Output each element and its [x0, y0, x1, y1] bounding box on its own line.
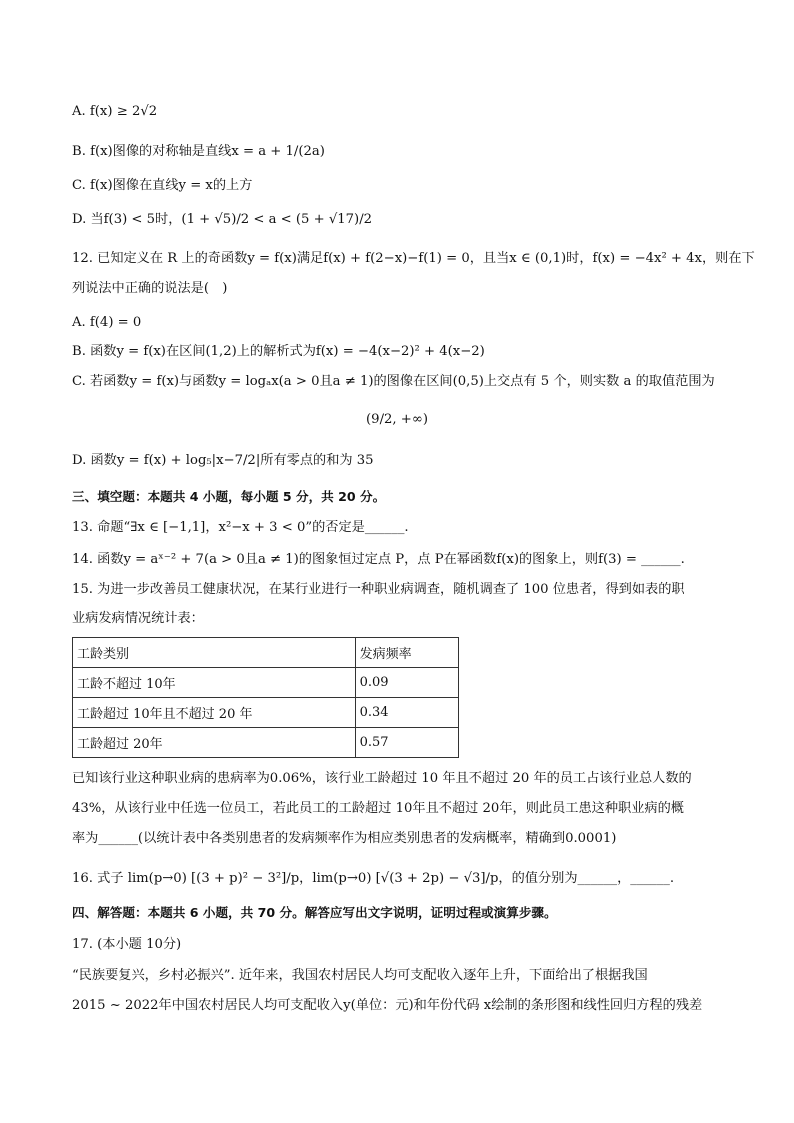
option-12d: D. 函数y = f(x) + log₅|x−7/2|所有零点的和为 35: [72, 453, 374, 468]
question-12-line2: 列说法中正确的说法是( ): [72, 281, 228, 296]
question-17-line1: “民族要复兴，乡村必振兴”. 近年来，我国农村居民人均可支配收入逐年上升，下面给出了根据我国: [72, 968, 648, 983]
option-12c: C. 若函数y = f(x)与函数y = logₐx(a > 0且a ≠ 1)的图像在区间(0,5)上交点有 5 个，则实数 a 的取值范围为: [72, 374, 715, 389]
table-header-row: [73, 638, 459, 668]
table-row: [73, 668, 459, 698]
table-cell: 0.34: [355, 698, 458, 728]
question-15-line1: 15. 为进一步改善员工健康状况，在某行业进行一种职业病调查，随机调查了 100 位患者，得到如表的职: [72, 582, 685, 597]
option-11a: A. f(x) ≥ 2√2: [72, 104, 158, 119]
question-15-after2: 43%，从该行业中任选一位员工，若此员工的工龄超过 10年且不超过 20年，则此员工患这种职业病的概: [72, 801, 684, 816]
section-4-heading: 四、解答题：本题共 6 小题，共 70 分。解答应写出文字说明，证明过程或演算步骤。: [72, 905, 557, 920]
question-14: 14. 函数y = aˣ⁻² + 7(a > 0且a ≠ 1)的图象恒过定点 P，点 P在幂函数f(x)的图象上，则f(3) = ______.: [72, 552, 685, 567]
option-11d: D. 当f(3) < 5时，(1 + √5)/2 < a < (5 + √17)/2: [72, 212, 373, 227]
question-16: 16. 式子 lim(p→0) [(3 + p)² − 3²]/p，lim(p→0) [√(3 + 2p) − √3]/p，的值分别为______，______.: [72, 871, 675, 886]
question-17-line2: 2015 ~ 2022年中国农村居民人均可支配收入y(单位：元)和年份代码 x绘制的条形图和线性回归方程的残差: [72, 998, 703, 1013]
option-11b: B. f(x)图像的对称轴是直线x = a + 1/(2a): [72, 144, 325, 159]
question-13: 13. 命题“∃x ∈ [−1,1]，x²−x + 3 < 0”的否定是______.: [72, 520, 409, 535]
table-cell: 0.09: [355, 668, 458, 698]
question-15-after3: 率为______(以统计表中各类别患者的发病频率作为相应类别患者的发病概率，精确到0.0001): [72, 831, 617, 846]
question-15-line2: 业病发病情况统计表：: [72, 611, 204, 626]
table-cell: 工龄超过 10年且不超过 20 年: [73, 698, 356, 728]
question-12-line1: 12. 已知定义在 R 上的奇函数y = f(x)满足f(x) + f(2−x)−f(1) = 0，且当x ∈ (0,1)时，f(x) = −4x² + 4x，则在下: [72, 251, 755, 266]
option-12c-range: (9/2, +∞): [366, 412, 428, 427]
table-header-cell: 工龄类别: [73, 638, 356, 668]
option-12a: A. f(4) = 0: [72, 315, 142, 330]
table-header-cell: 发病频率: [355, 638, 458, 668]
section-3-heading: 三、填空题：本题共 4 小题，每小题 5 分，共 20 分。: [72, 489, 386, 504]
table-row: [73, 698, 459, 728]
table-row: [73, 728, 459, 758]
disease-frequency-table: [72, 637, 459, 758]
question-17-head: 17. (本小题 10分): [72, 937, 182, 952]
option-12b: B. 函数y = f(x)在区间(1,2)上的解析式为f(x) = −4(x−2)² + 4(x−2): [72, 344, 485, 359]
table-cell: 0.57: [355, 728, 458, 758]
question-15-after1: 已知该行业这种职业病的患病率为0.06%，该行业工龄超过 10 年且不超过 20 年的员工占该行业总人数的: [72, 771, 692, 786]
table-cell: 工龄超过 20年: [73, 728, 356, 758]
table-cell: 工龄不超过 10年: [73, 668, 356, 698]
option-11c: C. f(x)图像在直线y = x的上方: [72, 178, 253, 193]
